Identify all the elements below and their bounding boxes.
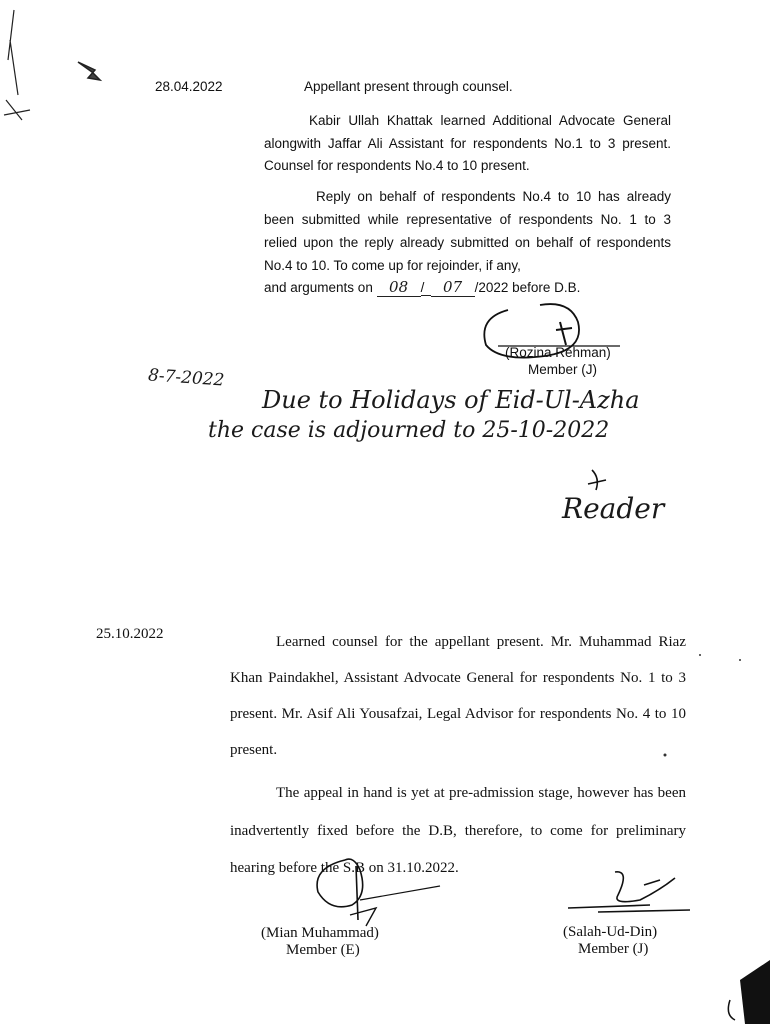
arguments-suffix: /2022 before D.B. bbox=[474, 280, 581, 295]
arguments-month: 07 bbox=[431, 278, 475, 297]
entry1-line1: Appellant present through counsel. bbox=[304, 79, 513, 94]
entry2-date: 25.10.2022 bbox=[96, 626, 164, 642]
arguments-prefix: and arguments on bbox=[264, 280, 373, 295]
entry1-signatory-name: (Rozina Rehman) bbox=[505, 345, 611, 360]
entry1-signatory-title: Member (J) bbox=[528, 362, 598, 377]
reader-signature: Reader bbox=[562, 492, 665, 525]
handwritten-note-line1: Due to Holidays of Eid-Ul-Azha bbox=[262, 386, 640, 414]
entry2-para1: Learned counsel for the appellant present. Mr. Muhammad Riaz Khan Paindakhel, Assistant Advocate General for respondents No. 1 to 3 present. Mr. Asif Ali Yousafzai, Legal Advisor for respondents No. 4 to 10 present. bbox=[230, 634, 686, 758]
entry2-left-signatory-name: (Mian Muhammad) bbox=[261, 925, 379, 941]
entry2-left-signatory-title: Member (E) bbox=[286, 942, 360, 958]
handwritten-note-line2: the case is adjourned to 25-10-2022 bbox=[208, 418, 610, 443]
entry2-right-signatory-title: Member (J) bbox=[578, 941, 649, 957]
entry1-para2: Reply on behalf of respondents No.4 to 10 has already been submitted while representative of respondents No. 1 to 3 relied upon the reply already submitted on behalf of respondents No.4 to 10. To come up for rejoinder, if any, bbox=[264, 189, 671, 273]
entry1-para1: Kabir Ullah Khattak learned Additional Advocate General alongwith Jaffar Ali Assistant for respondents No.1 to 3 present. Counsel for respondents No.4 to 10 present. bbox=[264, 113, 671, 173]
entry1-date: 28.04.2022 bbox=[155, 79, 223, 94]
entry2-para2: The appeal in hand is yet at pre-admission stage, however has been inadvertently fixed before the D.B, therefore, to come for preliminary hearing before the S.B on 31.10.2022. bbox=[230, 785, 686, 876]
arguments-day: 08 bbox=[377, 278, 421, 297]
entry2-right-signatory-name: (Salah-Ud-Din) bbox=[563, 924, 658, 940]
handwritten-note-date: 8-7-2022 bbox=[147, 365, 225, 391]
entry1-arguments-line: and arguments on 08 / 07 /2022 before D.B. bbox=[264, 278, 581, 296]
